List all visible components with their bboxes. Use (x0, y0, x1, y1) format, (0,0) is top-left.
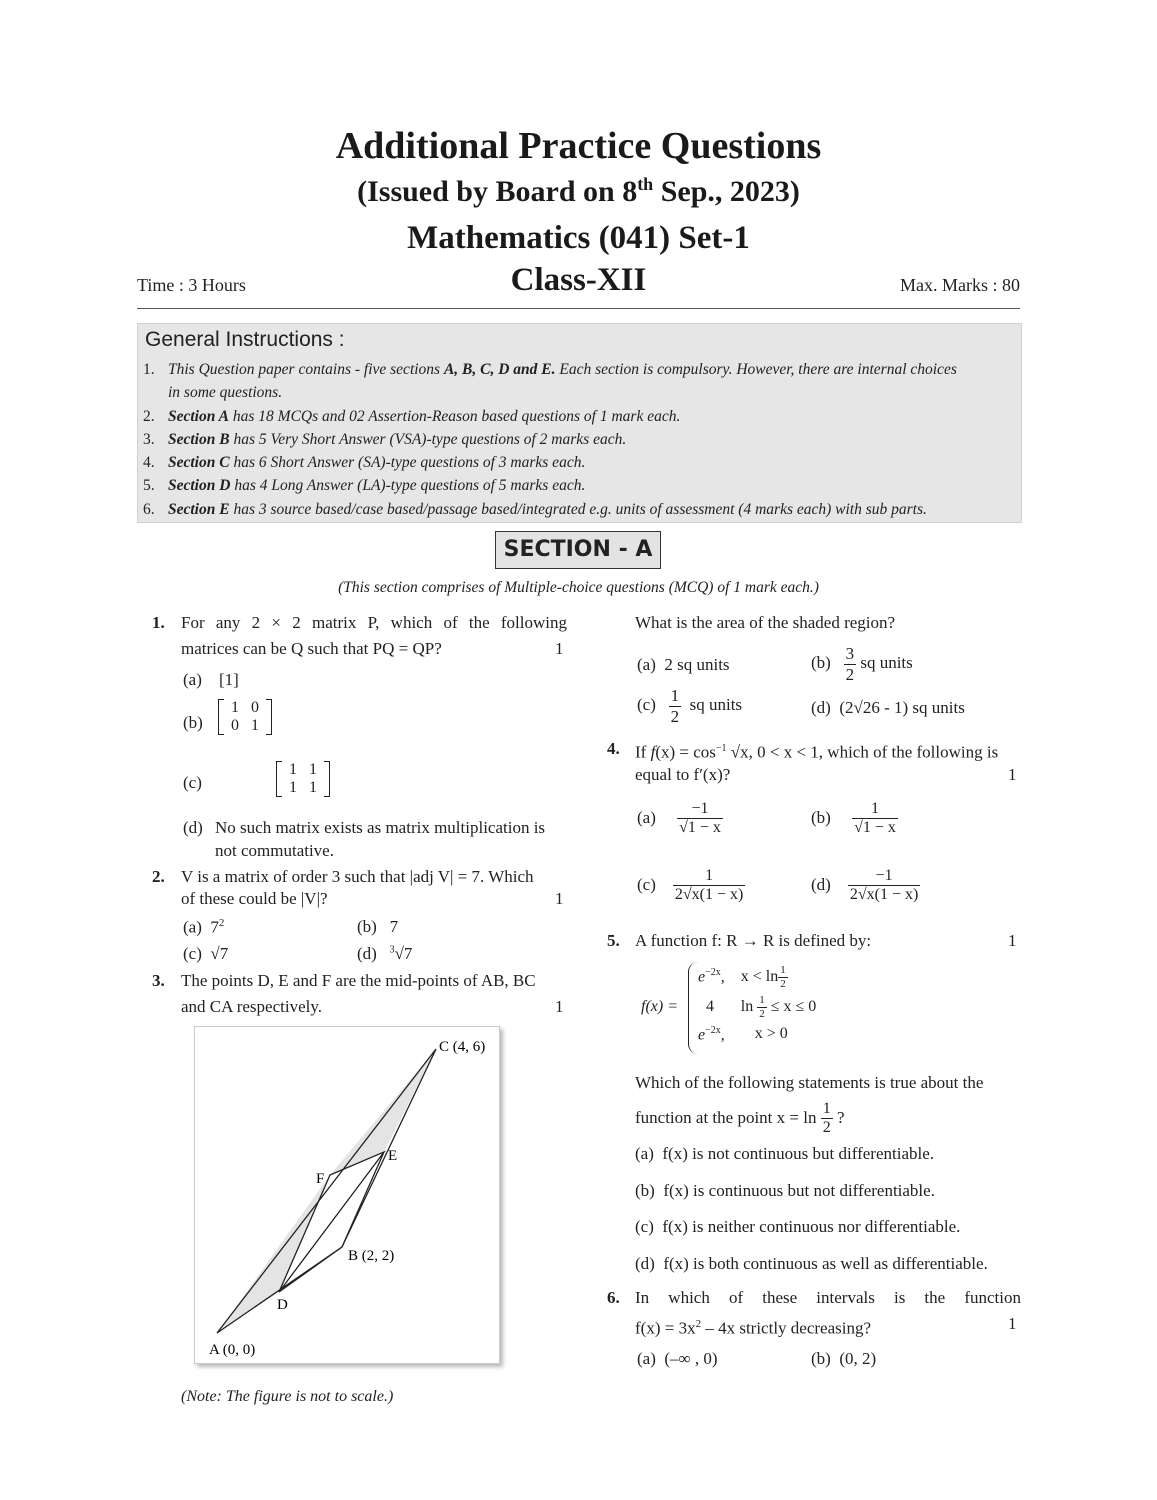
q4-number: 4. (607, 739, 620, 758)
piece-cond: x < ln (740, 967, 779, 985)
option-label: (c) (183, 944, 202, 963)
max-marks-label: Max. Marks : 80 (900, 275, 1020, 295)
option-text: f(x) is neither continuous nor differentiable. (662, 1217, 961, 1236)
q6-number: 6. (607, 1288, 620, 1307)
option-text: 7 (389, 917, 399, 936)
q1-number: 1. (152, 613, 165, 632)
q3-number: 3. (152, 971, 165, 990)
q4-line2: equal to f′(x)? (635, 765, 731, 784)
header-divider (137, 308, 1020, 309)
stem-text: function at the point x = ln (635, 1107, 817, 1127)
q3-line2: and CA respectively. (181, 997, 322, 1016)
issued-text-end: Sep., 2023) (653, 175, 800, 208)
denominator: √1 − x (679, 819, 721, 837)
triangle-abc (217, 1049, 436, 1333)
q3-line1: The points D, E and F are the mid-points of AB, BC (181, 971, 536, 990)
denominator: 2 (822, 1119, 831, 1137)
option-text: f(x) is both continuous as well as differentiable. (663, 1254, 988, 1273)
q4-text: √x, 0 < x < 1, which of the following is (726, 742, 999, 762)
fraction (844, 644, 857, 684)
q6-line1: In which of these intervals is the function (635, 1288, 1021, 1307)
shaded-region-bottom (217, 1175, 330, 1333)
section-label: SECTION - A (495, 531, 661, 569)
numerator: 1 (852, 800, 898, 819)
instruction-num: 6. (143, 500, 155, 518)
piece-expr: 4 (706, 998, 714, 1016)
denominator: 2 (780, 977, 786, 990)
shaded-region-top (330, 1049, 436, 1175)
matrix-cell: 0 (251, 699, 259, 716)
instructions-heading: General Instructions : (145, 328, 345, 351)
option-text: sq units (689, 694, 743, 714)
label-f: F (316, 1171, 325, 1187)
instruction-text: has 3 source based/case based/passage based/integrated e.g. units of assessment (4 marks each) with sub parts. (229, 500, 927, 518)
q6-line2 (635, 1311, 871, 1342)
triangle-svg (195, 1027, 499, 1363)
q1-mark: 1 (555, 639, 564, 658)
triangle-def (279, 1152, 384, 1292)
instruction-num: 3. (143, 430, 155, 448)
piece-comma: , (720, 968, 725, 986)
q4-text: (x) = cos (655, 742, 716, 762)
instruction-text: has 18 MCQs and 02 Assertion-Reason based questions of 1 mark each. (229, 407, 681, 425)
instruction-text: Each section is compulsory. However, there are internal choices (555, 361, 957, 378)
q1-b-matrix (218, 699, 272, 735)
matrix-cell: 0 (231, 717, 239, 734)
q4-b (811, 800, 898, 838)
fraction (778, 964, 788, 990)
fraction (677, 800, 723, 838)
instruction-item (143, 451, 1018, 474)
instruction-bold: Section A (168, 407, 230, 425)
q3-mark: 1 (555, 997, 564, 1016)
option-text: (0, 2) (839, 1349, 877, 1368)
instruction-bold: Section D (168, 477, 231, 495)
numerator: 1 (780, 964, 786, 976)
numerator: 1 (821, 1100, 833, 1119)
option-text: f(x) is continuous but not differentiable. (663, 1181, 935, 1200)
piece-cond: x > 0 (754, 1025, 788, 1043)
numerator: −1 (848, 867, 920, 886)
numerator: 1 (759, 994, 765, 1007)
matrix-cell: 1 (251, 717, 259, 734)
stem-text: ? (836, 1107, 845, 1127)
instruction-item (143, 358, 1018, 381)
option-label: (a) (637, 1349, 656, 1368)
option-label: (d) (811, 874, 831, 894)
section-subtitle: (This section comprises of Multiple-choice questions (MCQ) of 1 mark each.) (338, 579, 819, 596)
option-label: (a) (183, 917, 202, 937)
instruction-item (143, 498, 1018, 521)
q4-d (811, 867, 920, 905)
q3-question: What is the area of the shaded region? (635, 613, 896, 632)
numerator: 3 (845, 644, 855, 663)
q6-a (637, 1349, 718, 1369)
instruction-item (143, 428, 1018, 451)
option-label: (c) (637, 874, 656, 894)
q2-line2: of these could be |V|? (181, 889, 328, 908)
numerator: 1 (673, 867, 745, 886)
fraction (673, 867, 745, 905)
option-text: 7 (210, 917, 219, 937)
time-label: Time : 3 Hours (137, 275, 246, 295)
instruction-num: 1. (143, 361, 155, 378)
q2-d (357, 944, 412, 964)
denominator: 2 (759, 1007, 765, 1020)
label-a: A (0, 0) (209, 1342, 256, 1358)
option-label: (b) (811, 807, 831, 827)
q1-a-text: [1] (219, 670, 239, 689)
q3-b (811, 644, 913, 684)
q3-d (811, 698, 965, 718)
q6-b (811, 1349, 876, 1369)
q4-mark: 1 (1008, 765, 1017, 784)
instruction-bold: Section B (168, 430, 230, 448)
q4-a (637, 800, 723, 838)
q6-sup: 2 (695, 1318, 702, 1330)
piece-cond: ln (740, 998, 754, 1016)
option-label: (a) (635, 1144, 654, 1163)
subject-title: Mathematics (041) Set-1 (407, 220, 750, 256)
q2-b (357, 917, 398, 937)
q1-line1: For any 2 × 2 matrix P, which of the following (181, 613, 567, 632)
q2-line1: V is a matrix of order 3 such that |adj V| = 7. Which (181, 867, 534, 886)
q5-mark: 1 (1008, 931, 1017, 950)
q1-b-label: (b) (183, 713, 203, 732)
q5-c (635, 1217, 960, 1237)
matrix-cell: 1 (289, 779, 297, 796)
instruction-num: 2. (143, 407, 155, 425)
fraction (848, 867, 920, 905)
q3-a (637, 655, 730, 675)
denominator: 2√x(1 − x) (849, 886, 919, 904)
numerator: −1 (677, 800, 723, 819)
option-label: (d) (357, 944, 377, 963)
q1-c-matrix (276, 761, 330, 797)
instruction-text: has 5 Very Short Answer (VSA)-type questions of 2 marks each. (229, 430, 627, 448)
fraction (821, 1100, 833, 1138)
piece-sup: −2x (705, 1024, 721, 1036)
instruction-text: in some questions. (168, 384, 283, 402)
q5-a (635, 1144, 934, 1164)
matrix-cell: 1 (309, 761, 317, 778)
instruction-num: 5. (143, 477, 155, 495)
q2-mark: 1 (555, 889, 564, 908)
q1-d-label: (d) (183, 818, 203, 837)
instructions-list (143, 358, 1018, 521)
option-text: (2√26 - 1) sq units (839, 698, 965, 717)
q5-stem1: Which of the following statements is true about the (635, 1073, 984, 1092)
q6-text: f(x) = 3x (635, 1318, 696, 1338)
option-text: f(x) is not continuous but differentiable. (662, 1144, 935, 1163)
figure-note: (Note: The figure is not to scale.) (181, 1388, 394, 1405)
instruction-bold: Section E (168, 500, 230, 518)
option-label: (b) (811, 1349, 831, 1368)
instruction-num: 4. (143, 454, 155, 472)
q4-fx: f (650, 742, 656, 762)
q5-d (635, 1254, 988, 1274)
option-label: (b) (357, 917, 377, 936)
option-text: sq units (860, 652, 913, 672)
instruction-item (143, 405, 1018, 428)
q1-d-line2: not commutative. (215, 841, 334, 860)
denominator: 2 (670, 706, 680, 726)
q5-stem2 (635, 1100, 845, 1138)
denominator: 2√x(1 − x) (674, 886, 744, 904)
instruction-bold: Section C (168, 454, 230, 472)
option-text: √7 (394, 944, 413, 963)
piece-sup: −2x (705, 967, 721, 979)
numerator: 1 (670, 686, 680, 705)
q1-d-line1: No such matrix exists as matrix multiplication is (215, 818, 546, 837)
option-text: 2 sq units (664, 655, 730, 674)
instruction-item-cont (143, 381, 1018, 404)
root-index: 3 (389, 944, 395, 956)
option-label: (a) (637, 655, 656, 674)
piece-comma: , (720, 1025, 725, 1043)
q4-text: If (635, 742, 651, 762)
fraction (757, 994, 767, 1020)
option-label: (a) (637, 807, 656, 827)
instruction-text: This Question paper contains - five sections (168, 361, 444, 378)
instruction-bold: A, B, C, D and E. (443, 361, 556, 378)
piece-cond: ≤ x ≤ 0 (770, 998, 817, 1016)
q4-c (637, 867, 745, 905)
instruction-text: has 4 Long Answer (LA)-type questions of 5 marks each. (230, 477, 586, 495)
instruction-item (143, 474, 1018, 497)
option-text: (–∞ , 0) (664, 1349, 718, 1368)
q1-line2: matrices can be Q such that PQ = QP? (181, 639, 442, 658)
page-title: Additional Practice Questions (335, 125, 822, 167)
piece-expr: e (698, 968, 706, 986)
option-label: (d) (635, 1254, 655, 1273)
q5-line1: A function f: R → R is defined by: (635, 931, 872, 950)
q4-sup: −1 (715, 743, 727, 754)
q1-a-label: (a) (183, 670, 202, 689)
option-label: (b) (811, 652, 831, 672)
option-label: (c) (635, 1217, 654, 1236)
q5-number: 5. (607, 931, 620, 950)
label-c: C (4, 6) (439, 1039, 486, 1055)
label-e: E (388, 1148, 398, 1164)
label-b: B (2, 2) (348, 1248, 395, 1264)
instruction-text: has 6 Short Answer (SA)-type questions of 3 marks each. (229, 454, 586, 472)
triangle-figure (194, 1026, 500, 1364)
denominator: 2 (845, 664, 855, 684)
q1-c-label: (c) (183, 773, 202, 792)
issued-line (0, 174, 1157, 209)
q6-mark: 1 (1008, 1314, 1017, 1333)
class-title: Class-XII (510, 262, 647, 298)
matrix-cell: 1 (289, 761, 297, 778)
q6-text: – 4x strictly decreasing? (701, 1318, 872, 1338)
piece-expr: e (698, 1025, 706, 1043)
q5-piecewise (690, 962, 824, 1046)
q2-a (183, 917, 224, 938)
issued-text: (Issued by Board on 8 (357, 175, 638, 208)
label-d: D (277, 1297, 288, 1313)
fraction (669, 686, 682, 726)
denominator: √1 − x (854, 819, 896, 837)
option-sup: 2 (218, 917, 225, 929)
option-label: (c) (637, 694, 656, 714)
option-label: (b) (635, 1181, 655, 1200)
q3-c (637, 686, 742, 726)
option-label: (d) (811, 698, 831, 717)
q5-b (635, 1181, 935, 1201)
option-text: √7 (210, 944, 229, 963)
q2-number: 2. (152, 867, 165, 886)
q5-fx-label: f(x) = (641, 998, 678, 1015)
q2-c (183, 944, 228, 964)
matrix-cell: 1 (231, 699, 239, 716)
issued-sup: th (637, 174, 654, 194)
matrix-cell: 1 (309, 779, 317, 796)
fraction (852, 800, 898, 838)
